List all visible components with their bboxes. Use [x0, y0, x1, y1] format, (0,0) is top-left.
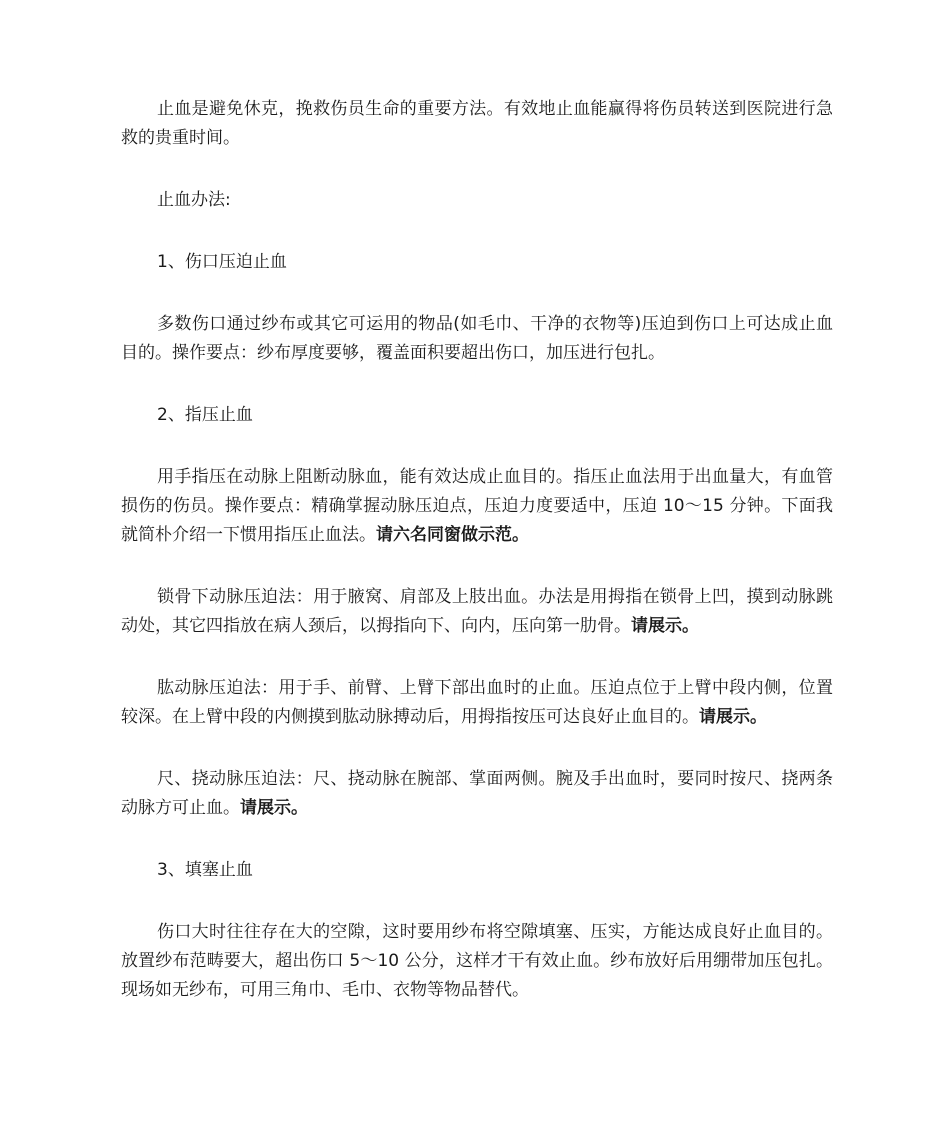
methods-heading: [121, 186, 833, 215]
method2-heading-text: 2、指压止血: [157, 405, 253, 425]
intro-paragraph: [121, 95, 833, 153]
subclavian-text: 锁骨下动脉压迫法：用于腋窝、肩部及上肢出血。办法是用拇指在锁骨上凹，摸到动脉跳动处，其它四指放在病人颈后，以拇指向下、向内，压向第一肋骨。: [121, 587, 833, 636]
ulnar-radial-paragraph: [121, 765, 833, 823]
method3-heading: [121, 856, 833, 885]
method3-heading-text: 3、填塞止血: [157, 860, 253, 880]
method1-heading-text: 1、伤口压迫止血: [157, 252, 287, 272]
method3-text: 伤口大时往往存在大的空隙，这时要用纱布将空隙填塞、压实，方能达成良好止血目的。放置纱布范畴要大，超出伤口 5～10 公分，这样才干有效止血。纱布放好后用绷带加压包扎。现场如无纱布，可用三角巾、毛巾、衣物等物品替代。: [121, 922, 833, 1000]
method3-paragraph: [121, 918, 833, 1005]
subclavian-emphasis: 请展示。: [631, 616, 699, 636]
method1-text: 多数伤口通过纱布或其它可运用的物品(如毛巾、干净的衣物等)压迫到伤口上可达成止血目的。操作要点：纱布厚度要够，覆盖面积要超出伤口，加压进行包扎。: [121, 314, 833, 363]
subclavian-paragraph: [121, 583, 833, 641]
method1-paragraph: [121, 310, 833, 368]
brachial-emphasis: 请展示。: [699, 707, 767, 727]
methods-heading-text: 止血办法:: [157, 190, 231, 210]
ulnar-radial-emphasis: 请展示。: [240, 798, 308, 818]
brachial-paragraph: [121, 674, 833, 732]
intro-text: 止血是避免休克，挽救伤员生命的重要方法。有效地止血能赢得将伤员转送到医院进行急救的贵重时间。: [121, 99, 833, 148]
method2-paragraph: [121, 463, 833, 550]
method1-heading: [121, 248, 833, 277]
method2-emphasis: 请六名同窗做示范。: [376, 525, 529, 545]
method2-heading: [121, 401, 833, 430]
brachial-text: 肱动脉压迫法：用于手、前臂、上臂下部出血时的止血。压迫点位于上臂中段内侧，位置较深。在上臂中段的内侧摸到肱动脉搏动后，用拇指按压可达良好止血目的。: [121, 678, 833, 727]
document-body: [121, 95, 833, 1038]
ulnar-radial-text: 尺、挠动脉压迫法：尺、挠动脉在腕部、掌面两侧。腕及手出血时，要同时按尺、挠两条动脉方可止血。: [121, 769, 833, 818]
method2-text: 用手指压在动脉上阻断动脉血，能有效达成止血目的。指压止血法用于出血量大，有血管损伤的伤员。操作要点：精确掌握动脉压迫点，压迫力度要适中，压迫 10～15 分钟。下面我就简朴介绍一下惯用指压止血法。: [121, 467, 833, 545]
